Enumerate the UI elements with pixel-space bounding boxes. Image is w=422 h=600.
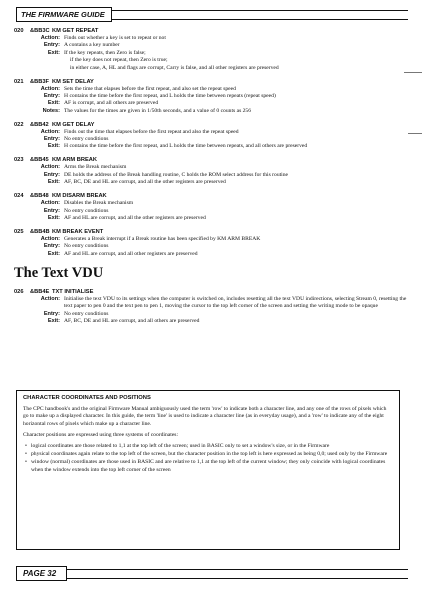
entry-row [14, 129, 410, 136]
entry-heading [14, 156, 410, 164]
info-box-paragraph: Character positions are expressed using three systems of coordinates: [23, 431, 179, 438]
row-label: Exit: [47, 250, 60, 257]
entry-row [14, 179, 410, 186]
row-text: Finds out whether a key is set to repeat or not [64, 35, 166, 41]
row-text: AF is corrupt, and all others are preserved [64, 100, 159, 107]
row-label: Entry: [43, 310, 60, 317]
row-text: A contains a key number [64, 42, 120, 49]
row-text: H contains the time before the first repeat, and L holds the time between repeats, and all others are preserved [64, 143, 308, 150]
row-text: No entry conditions [64, 243, 109, 250]
row-label: Entry: [43, 92, 60, 99]
row-text: Disables the Break mechanism [64, 200, 134, 207]
row-label: Action: [40, 235, 60, 242]
entry-name: KM SET DELAY [52, 78, 94, 85]
firmware-entry [14, 156, 410, 186]
row-label: Action: [40, 35, 60, 41]
row-label [14, 65, 64, 72]
row-text: No entry conditions [64, 136, 109, 143]
row-label: Exit: [47, 318, 60, 325]
entry-heading [14, 288, 410, 296]
list-item: • physical coordinates again relate to the top left of the screen, but the character position in the top left is here expressed as being 0,0; used only by the Firmware [31, 451, 393, 458]
row-label: Entry: [43, 243, 60, 250]
entry-row [14, 318, 410, 325]
row-text: AF and HL are corrupt, and all the other registers are preserved [64, 214, 206, 221]
row-label: Entry: [43, 171, 60, 178]
row-label: Action: [40, 296, 60, 303]
firmware-entry [14, 78, 410, 116]
row-label: Entry: [43, 207, 60, 214]
entry-name: TXT INITIALISE [52, 289, 94, 296]
entry-row [14, 236, 410, 243]
row-text: AF and HL are corrupt, and all other registers are preserved [64, 250, 198, 257]
entry-row [14, 251, 410, 258]
info-box [16, 390, 400, 550]
entry-heading [14, 228, 410, 236]
entry-row [14, 57, 410, 64]
row-text: Initialise the text VDU to its settings when the computer is switched on, includes resetting all the text VDU indirections, selecting Stream 0, resetting the text paper to pen 0 and the text pen to pen 1, moving the cursor to the top left corner of the screen and setting the writing mode to be opaque [64, 296, 407, 310]
entry-row [14, 172, 410, 179]
row-text: AF, BC, DE and HL are corrupt, and all the other registers are preserved [64, 179, 226, 186]
entry-row [14, 86, 410, 93]
row-text: Finds out the time that elapses before the first repeat and also the repeat speed [64, 128, 239, 135]
entry-address: &BB4B [30, 228, 50, 235]
entry-row [14, 243, 410, 250]
entry-number: 021 [14, 78, 24, 85]
entry-row [14, 164, 410, 171]
row-label: Exit: [47, 49, 60, 56]
row-text: AF, BC, DE and HL are corrupt, and all others are preserved [64, 318, 200, 325]
entry-number: 024 [14, 193, 24, 200]
entry-address: &BB45 [30, 157, 49, 164]
entry-name: KM GET REPEAT [52, 28, 99, 34]
entry-row [14, 296, 410, 311]
entry-row [14, 215, 410, 222]
row-text: No entry conditions [64, 310, 109, 317]
entry-number: 023 [14, 157, 24, 164]
entry-row [14, 65, 410, 72]
list-item: • window (normal) coordinates are those used in BASIC and are relative to 1,1 at the top left of the current window; they only coincide with logical coordinates when the window extends into the top left corner of the screen [31, 459, 393, 473]
entry-row [14, 200, 410, 207]
entry-heading [14, 27, 410, 35]
entry-address: &BB3C [30, 28, 50, 34]
row-text: No entry conditions [64, 207, 109, 214]
row-text: If the key repeats, then Zero is false; [64, 49, 146, 56]
section-title: The Text VDU [14, 265, 104, 282]
row-label: Notes: [42, 107, 60, 114]
margin-rule [408, 133, 422, 134]
row-label: Entry: [43, 136, 60, 143]
entry-number: 022 [14, 121, 24, 128]
row-label: Exit: [47, 143, 60, 150]
entry-name: KM GET DELAY [52, 121, 95, 128]
firmware-entry [14, 228, 410, 258]
row-label: Action: [40, 85, 60, 92]
row-text: Arms the Break mechanism [64, 164, 127, 171]
row-text: H contains the time before the first repeat, and L holds the time between repeats (repeat speed) [64, 92, 276, 99]
row-text: Sets the time that elapses before the first repeat, and also set the repeat speed [64, 85, 236, 92]
entry-row [14, 208, 410, 215]
list-item: • logical coordinates are those related to 1,1 at the top left of the screen; used in BASIC only to set a window's size, or in the Firmware [31, 443, 393, 450]
footer-rule [20, 569, 408, 579]
row-text: The values for the times are given in 1/50th seconds, and a value of 0 counts as 256 [64, 107, 252, 114]
entry-number: 025 [14, 228, 24, 235]
row-label: Action: [40, 128, 60, 135]
row-label: Action: [40, 164, 60, 171]
firmware-entry [14, 27, 410, 72]
firmware-entry [14, 288, 410, 326]
firmware-entries-text-vdu [14, 288, 410, 326]
row-label [14, 57, 64, 64]
entry-row [14, 42, 410, 49]
firmware-entries-keyboard [14, 27, 410, 258]
entry-row [14, 35, 410, 42]
entry-address: &BB42 [30, 121, 49, 128]
info-box-title: CHARACTER COORDINATES AND POSITIONS [23, 395, 151, 401]
entry-row [14, 93, 410, 100]
info-box-paragraph: The CPC handbook's and the original Firmware Manual ambiguously used the term 'row' to indicate both a character line, and any one of the rows of pixels which go to make up a displayed character. In this guide, the term 'line' is used to indicate a character line (as in everyday usage), and a 'row' to indicate any of the eight horizontal rows of pixels which make up a character line. [23, 406, 387, 427]
row-label: Exit: [47, 100, 60, 107]
page-header [16, 7, 408, 24]
entry-address: &BB48 [30, 193, 49, 200]
entry-row [14, 100, 410, 107]
firmware-entry [14, 192, 410, 222]
entry-number: 026 [14, 289, 24, 296]
page-footer [16, 566, 408, 583]
page-number: PAGE 32 [16, 566, 67, 581]
main-content [14, 27, 410, 331]
entry-name: KM DISARM BREAK [52, 193, 107, 200]
entry-address: &BB4E [30, 289, 50, 296]
row-text: in either case, A, HL and flags are corrupt, Carry is false, and all other registers are preserved [70, 64, 279, 71]
entry-row [14, 311, 410, 318]
row-text: if the key does not repeat, then Zero is true; [70, 57, 168, 64]
entry-heading [14, 121, 410, 129]
entry-row [14, 143, 410, 150]
entry-number: 020 [14, 28, 24, 34]
header-title: THE FIRMWARE GUIDE [16, 7, 112, 22]
row-label: Exit: [47, 179, 60, 186]
entry-address: &BB3F [30, 78, 49, 85]
row-text: Generates a Break interrupt if a Break routine has been specified by KM ARM BREAK [64, 235, 261, 242]
entry-name: KM ARM BREAK [52, 157, 97, 164]
firmware-entry [14, 121, 410, 151]
row-label: Entry: [43, 42, 60, 49]
coordinate-systems-list [23, 443, 393, 474]
entry-name: KM BREAK EVENT [52, 228, 104, 235]
row-label: Action: [40, 200, 60, 207]
row-label: Exit: [47, 214, 60, 221]
row-text: DE holds the address of the Break handling routine, C holds the ROM select address for this routine [64, 171, 289, 178]
entry-heading [14, 78, 410, 86]
entry-heading [14, 192, 410, 200]
entry-row [14, 108, 410, 115]
